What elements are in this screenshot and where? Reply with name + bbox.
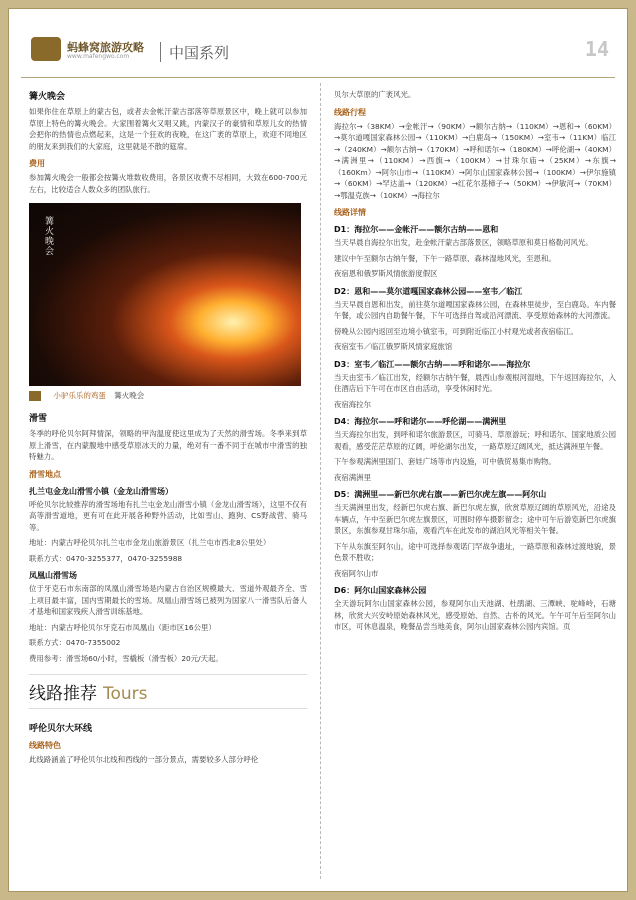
logo-text: 蚂蜂窝旅游攻略 (67, 41, 144, 54)
day-note: 傍晚从公园内返回至边境小镇室韦，可到附近临江小村观光或者夜宿临江。 (334, 326, 578, 336)
day-title: D2：恩和——莫尔道嘎国家森林公园——室韦／临江 (334, 286, 523, 296)
photo-caption (29, 390, 307, 401)
route-feature-continued: 贝尔大草原的广袤风光。 (334, 90, 416, 99)
page (8, 8, 628, 892)
mafengwo-logo-icon (31, 37, 61, 61)
itinerary-text: 海拉尔→（38KM）→金帐汗→（90KM）→额尔古纳→（110KM）→恩和→（60KM）→莫尔道嘎国家森林公园→（110KM）→白鹿岛→（150KM）→室韦→（11KM）临江→（240KM）→额尔古纳→（170KM）→呼和诺尔→（180KM）→呼伦湖→（40KM）→满洲里→（110KM）→西旗→（100KM）→甘珠尔庙→（25KM）→东旗→（160Km）→阿尔山市→（110KM）→阿尔山国家森林公园→（100KM）→伊尔施镇→（60KM）→罕达盖→（120KM）→红花尔基樟子→（50KM）→伊敏河→（70KM）→鄂温克族→（10KM）→海拉尔 (334, 121, 616, 200)
day-title: D1：海拉尔——金帐汗——额尔古纳——恩和 (334, 225, 499, 234)
detail-title: 线路详情 (334, 208, 366, 217)
page-number: 14 (584, 37, 609, 61)
fenghuang-text: 位于牙克石市东南部的凤凰山滑雪场是内蒙古自治区规模最大、雪道外观最齐全、雪上项目最丰富，国内雪期最长的雪场。凤凰山滑雪场已被列为国家八一滑雪队后备人才基地和国家残疾人滑雪训练基地。 (29, 584, 307, 616)
day-text: 当天早晨自海拉尔出发，赴金帐汗蒙古部落景区，领略草原和莫日格勒河风光。 (334, 238, 593, 247)
fenghuang-address: 地址：内蒙古呼伦贝尔牙克石市凤凰山（距市区16公里） (29, 622, 216, 632)
day-note: 夜宿满洲里 (334, 472, 371, 482)
bonfire-fee-title: 费用 (29, 159, 45, 168)
fenghuang-name: 凤凰山滑雪场 (29, 571, 77, 580)
route-feature-title: 线路特色 (29, 741, 61, 750)
bonfire-text: 如果你住在草原上的蒙古包，或者去金帐汗蒙古部落等草原景区中，晚上就可以参加草原上特色的篝火晚会。大家围着篝火又唱又跳，内蒙汉子的豪情和草原儿女的热情会把你的热情也点燃起来，这是一个狂欢的夜晚，在这广袤的草原上，欢迎不同地区的朋友来到我们的大家庭，这里就是不散的筵席。 (29, 107, 307, 151)
zhalantun-address: 地址：内蒙古呼伦贝尔扎兰屯市金龙山旅游景区（扎兰屯市西北8公里处） (29, 538, 271, 547)
day-note: 下午参观满洲里国门、套娃广场等市内设施，可中俄贸易集市购物。 (334, 457, 556, 466)
day-note: 夜宿阿尔山市 (334, 568, 379, 578)
series-title: 中国系列 (169, 44, 230, 62)
photo-badge-icon (29, 391, 41, 401)
bonfire-fee-text: 参加篝火晚会一般都会按篝火堆数收费用，各景区收费不尽相同，大致在600-700元左右，比较适合人数众多的团队旅行。 (29, 173, 307, 194)
header-rule (21, 77, 615, 78)
day-note: 建议中午至额尔古纳午餐，下午一路草原、森林湿地风光，至恩和。 (334, 253, 556, 263)
day-title: D3：室韦／临江——额尔古纳——呼和诺尔——海拉尔 (334, 359, 531, 369)
day-note: 夜宿室韦／临江俄罗斯风情家庭旅馆 (334, 342, 453, 351)
zhalantun-text: 呼伦贝尔比较推荐的滑雪场地有扎兰屯金龙山滑雪小镇（金龙山滑雪场），这里不仅有高等滑雪道地，更有可在此开展各种野外活动，比如雪山、跑狗、CS野战营、骑马等。 (29, 499, 307, 532)
left-column (29, 89, 307, 770)
right-column (334, 89, 616, 637)
day-text: 全天游玩阿尔山国家森林公园，参观阿尔山天池湖、杜鹃湖、三潭峡、驼峰岭，石塘林，欣赏大兴安岭原始森林风光，感受原始、自然、古朴的风光。午午可午后至阿尔山市区，可休息温泉，晚餐品尝当地美食，阿尔山国家森林公园内宾馆。页 (334, 599, 616, 631)
photo-overlay-text: 篝火晚会 (45, 217, 55, 257)
ski-title: 滑雪 (29, 414, 48, 424)
day-text: 当天海拉尔出发，到呼和诺尔旅游景区，可骑马、草原游玩；呼和诺尔、国家地质公园观看，感受茫茫草原的辽阔，呼伦湖尔出发，一路草原辽阔风光，抵达满洲里午餐。 (334, 430, 616, 451)
header-separator (160, 42, 161, 62)
itinerary-title: 线路行程 (334, 107, 366, 117)
tours-title-en: Tours (103, 684, 148, 704)
day-title: D6：阿尔山国家森林公园 (334, 586, 427, 595)
zhalantun-phone: 联系方式：0470-3255377，0470-3255988 (29, 553, 183, 563)
ski-text: 冬季的呼伦贝尔阿拜情深，领略的甲沟温度使这里成为了天然的滑雪场。冬季来到草原上滑雪，在内蒙腹地中感受草原冰天的力量，绝对有一番不同于在城市中滑雪的独特魅力。 (29, 429, 307, 461)
zhalantun-name: 扎兰屯金龙山滑雪小镇（金龙山滑雪场） (29, 486, 173, 496)
route-name: 呼伦贝尔大环线 (29, 724, 93, 734)
logo-url: www.mafengwo.com (67, 53, 130, 60)
photo-author[interactable]: 小驴乐乐的鸡蛋 (53, 391, 106, 400)
tours-title-cn: 线路推荐 (29, 684, 97, 704)
day-note: 夜宿恩和俄罗斯风情旅游度假区 (334, 269, 438, 278)
day-text: 当天满洲里出发，经新巴尔虎右旗、新巴尔虎左旗，欣赏草原辽阔的草原风光，沿途及车辆点，午中至新巴尔虎左旗景区，可围时停车摄影留念；途中可午后游览新巴尔虎旗景区，东旗参观甘珠尔庙，观看汽车在此发布的湖泊风光等相关午餐。 (334, 503, 616, 535)
ski-spot-title: 滑雪地点 (29, 469, 61, 479)
header (9, 9, 627, 77)
day-title: D4：海拉尔——呼和诺尔——呼伦湖——满洲里 (334, 417, 507, 426)
day-note: 下午从东旗至阿尔山，途中可选择参观诺门罕战争遗址，一路草原和森林过渡地貌，景色景不胜收； (334, 541, 616, 562)
day-text: 当天早晨自恩和出发，前往莫尔道嘎国家森林公园，在森林里徒步，至白鹿岛。车内餐午餐，或公园内自助餐午餐，下午可选择自驾或沿河漂流、享受原始森林的大河漂流。 (334, 299, 616, 320)
day-note: 夜宿海拉尔 (334, 399, 371, 409)
fenghuang-phone: 联系方式：0470-7355002 (29, 638, 121, 647)
day-title: D5：满洲里——新巴尔虎右旗——新巴尔虎左旗——阿尔山 (334, 490, 547, 499)
fenghuang-fee: 费用参考：滑雪场60/小时，雪橇板（滑雪板）20元/天起。 (29, 653, 223, 663)
route-feature-text: 此线路涵盖了呼伦贝尔北线和西线的一部分景点，需要较多人部分呼伦 (29, 755, 259, 764)
tours-title (29, 674, 307, 709)
day-list (334, 224, 616, 633)
column-divider (320, 83, 321, 879)
bonfire-title: 篝火晚会 (29, 92, 66, 102)
bonfire-photo (29, 203, 301, 386)
day-text: 当天由室韦／临江出发，经额尔古纳午餐，晨西山参观根河湿地，下午返回海拉尔，入住酒店后下午可在市区自由活动，享受休闲时光。 (334, 372, 616, 393)
photo-caption-text: 篝火晚会 (114, 391, 145, 400)
